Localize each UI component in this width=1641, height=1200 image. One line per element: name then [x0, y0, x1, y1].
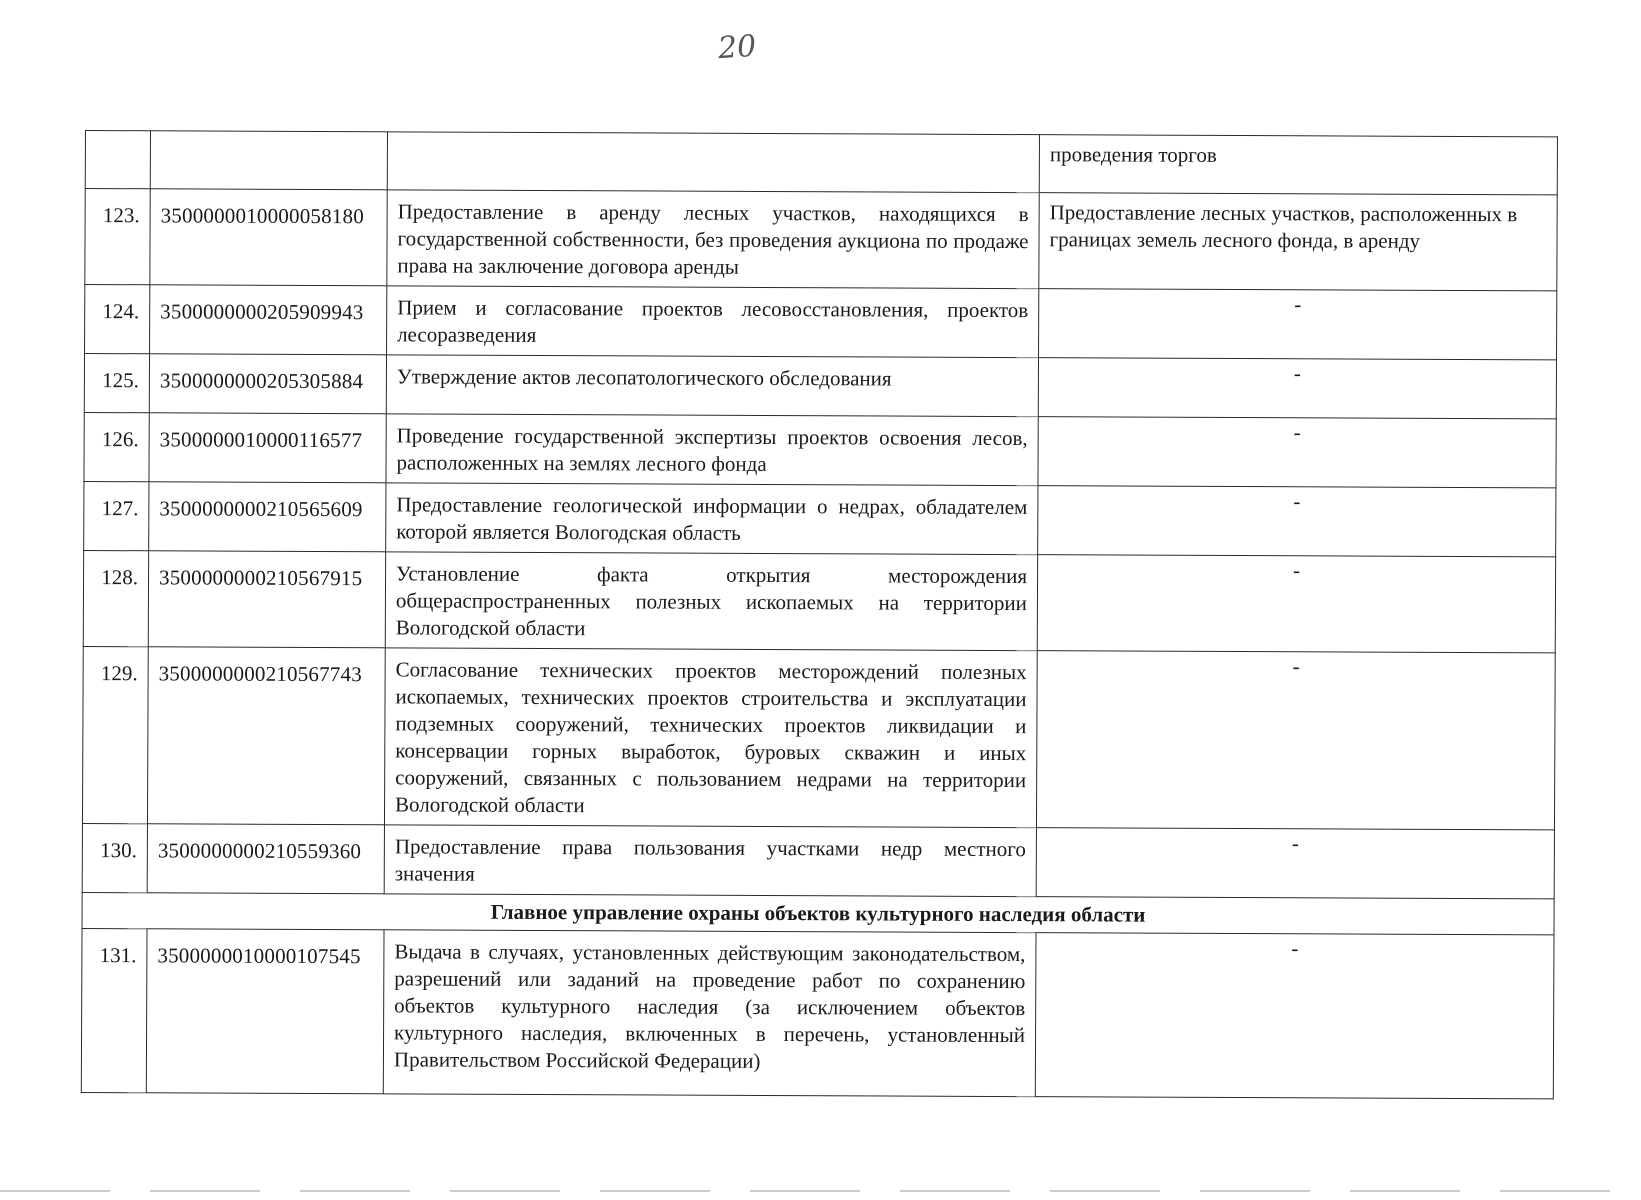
code-cell	[150, 131, 387, 190]
num-cell: 129.	[82, 646, 148, 823]
desc-cell: Согласование технических проектов месторождений полезных ископаемых, технических проектов строительства и эксплуатации подземных сооружений, технических проектов ликвидации и консервации горных выработок, буровых скважин и иных сооружений, связанных с пользованием недрами на территории Вологодской области	[384, 648, 1037, 828]
desc-cell: Утверждение актов лесопатологического обследования	[386, 355, 1038, 417]
code-cell: 3500000000205909943	[150, 285, 387, 355]
note-cell: -	[1039, 289, 1557, 360]
desc-cell	[387, 132, 1039, 193]
table-row	[84, 481, 1556, 556]
num-cell: 126.	[84, 412, 149, 481]
num-cell: 127.	[84, 481, 149, 550]
continuation-row	[85, 131, 1557, 195]
note-cell: -	[1036, 828, 1554, 899]
table-row	[85, 189, 1557, 291]
num-cell: 125.	[84, 354, 149, 413]
num-cell	[85, 131, 150, 189]
code-cell: 3500000010000107545	[146, 929, 384, 1094]
num-cell: 131.	[81, 928, 147, 1092]
code-cell: 3500000000210567915	[148, 551, 385, 648]
num-cell: 123.	[85, 189, 150, 285]
note-cell: -	[1037, 555, 1555, 653]
table-row	[84, 412, 1556, 487]
note-cell: -	[1038, 417, 1556, 488]
scan-edge-line	[0, 1190, 1641, 1192]
desc-cell: Проведение государственной экспертизы проектов освоения лесов, расположенных на землях лесного фонда	[386, 414, 1038, 486]
table-row	[83, 550, 1555, 652]
num-cell: 130.	[82, 823, 147, 892]
desc-cell: Предоставление права пользования участками недр местного значения	[384, 825, 1036, 897]
code-cell: 3500000000210559360	[147, 824, 384, 894]
table-row	[84, 354, 1556, 419]
table-row	[81, 928, 1554, 1098]
code-cell: 3500000000205305884	[149, 354, 386, 414]
desc-cell: Предоставление в аренду лесных участков, находящихся в государственной собственности, без проведения аукциона по продаже права на заключение договора аренды	[387, 190, 1039, 289]
page-number: 20	[716, 28, 758, 67]
code-cell: 3500000000210565609	[149, 482, 386, 552]
table-row	[82, 823, 1554, 898]
note-cell: -	[1038, 486, 1556, 557]
section-title: Главное управление охраны объектов культурного наследия области	[82, 892, 1554, 934]
note-cell: -	[1036, 651, 1555, 830]
desc-cell: Предоставление геологической информации о недрах, обладателем которой является Вологодская область	[386, 483, 1038, 555]
desc-cell: Выдача в случаях, установленных действующим законодательством, разрешений или заданий на проведение работ по сохранению объектов культурного наследия (за исключением объектов культурного наследия, включенных в перечень, установленный Правительством Российской Федерации)	[383, 930, 1036, 1097]
code-cell: 3500000010000058180	[150, 189, 387, 286]
note-cell: -	[1035, 933, 1554, 1099]
note-cell: Предоставление лесных участков, расположенных в границах земель лесного фонда, в аренду	[1039, 193, 1557, 291]
code-cell: 3500000000210567743	[147, 647, 385, 825]
note-cell: проведения торгов	[1039, 135, 1557, 195]
code-cell: 3500000010000116577	[149, 413, 386, 483]
services-table	[81, 130, 1558, 1099]
num-cell: 128.	[83, 550, 148, 646]
note-cell: -	[1038, 358, 1556, 419]
desc-cell: Установление факта открытия месторождения общераспространенных полезных ископаемых на территории Вологодской области	[385, 552, 1037, 651]
table-row	[82, 646, 1555, 829]
desc-cell: Прием и согласование проектов лесовосстановления, проектов лесоразведения	[387, 286, 1039, 358]
table-row	[85, 285, 1557, 360]
num-cell: 124.	[85, 285, 150, 354]
